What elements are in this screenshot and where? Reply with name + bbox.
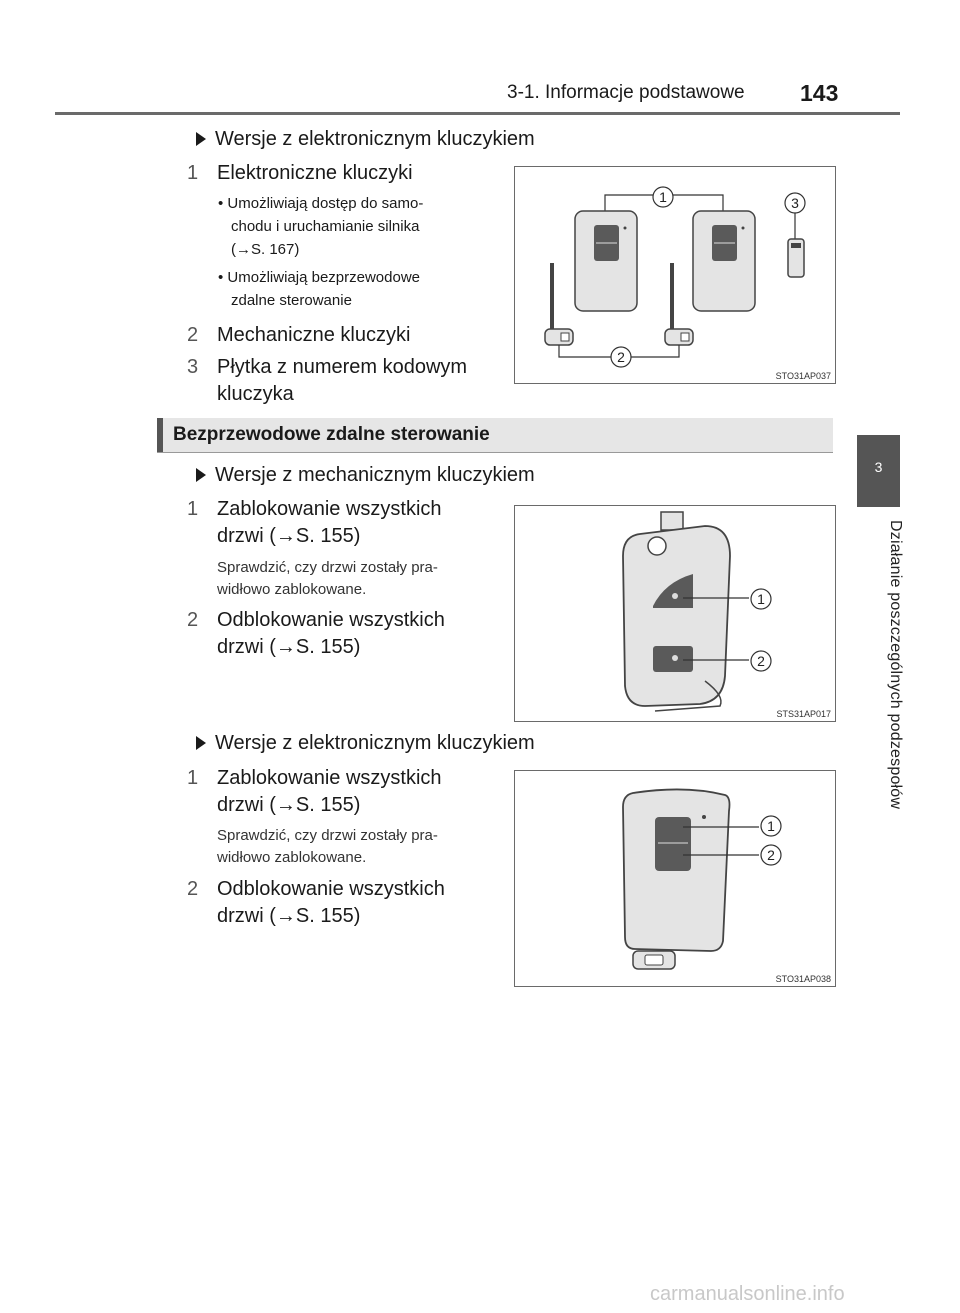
item-title: Zablokowanie wszystkich [217, 498, 442, 520]
note-line: Sprawdzić, czy drzwi zostały pra- [217, 827, 438, 844]
section-accent [157, 418, 163, 452]
bullet-line: • Umożliwiają dostęp do samo- [218, 195, 424, 212]
item-title: drzwi (→S. 155) [217, 794, 361, 816]
item-number: 3 [187, 356, 199, 378]
triangle-bullet-icon [196, 736, 206, 750]
section-title-bar [157, 418, 833, 452]
chapter-title-vertical: Działanie poszczególnych podzespołów [887, 520, 904, 810]
chapter-number: 3 [874, 459, 883, 475]
item-title: Płytka z numerem kodowym [217, 356, 468, 378]
watermark: carmanualsonline.info [650, 1283, 845, 1305]
bullet-line: chodu i uruchamianie silnika [231, 218, 420, 235]
smart-key-illustration [515, 771, 835, 986]
item-number: 2 [187, 324, 199, 346]
section-rule [157, 452, 833, 453]
item-number: 2 [187, 609, 199, 631]
bullet-line: zdalne sterowanie [231, 292, 352, 309]
note-line: widłowo zablokowane. [217, 581, 367, 598]
page-number: 143 [800, 80, 839, 106]
bullet-line: • Umożliwiają bezprzewodowe [218, 269, 421, 286]
keys-illustration [515, 167, 835, 383]
item-title: Odblokowanie wszystkich [217, 878, 445, 900]
item-title: Odblokowanie wszystkich [217, 609, 445, 631]
callout-3: 3 [791, 195, 799, 211]
note-line: Sprawdzić, czy drzwi zostały pra- [217, 559, 438, 576]
figure-code: STO31AP037 [775, 371, 831, 381]
triangle-bullet-icon [196, 468, 206, 482]
item-title: drzwi (→S. 155) [217, 905, 361, 927]
flip-key-illustration [515, 506, 835, 721]
item-number: 1 [187, 162, 199, 184]
figure-code: STO31AP038 [775, 974, 831, 984]
item-number: 1 [187, 498, 199, 520]
item-title: drzwi (→S. 155) [217, 525, 361, 547]
triangle-bullet-icon [196, 132, 206, 146]
item-number: 1 [187, 767, 199, 789]
note-line: widłowo zablokowane. [217, 849, 367, 866]
block2-heading: Wersje z mechanicznym kluczykiem [196, 464, 535, 487]
figure-flip-key [514, 505, 836, 722]
item-title: drzwi (→S. 155) [217, 636, 361, 658]
header-rule [55, 112, 900, 115]
item-title: Elektroniczne kluczyki [217, 162, 413, 184]
figure-code: STS31AP017 [776, 709, 831, 719]
figure-keys [514, 166, 836, 384]
bullet-line: (→S. 167) [231, 241, 300, 258]
item-title: Mechaniczne kluczyki [217, 324, 411, 346]
callout-2: 2 [757, 653, 765, 669]
item-number: 2 [187, 878, 199, 900]
callout-2: 2 [617, 349, 625, 365]
callout-2: 2 [767, 847, 775, 863]
section-title: Bezprzewodowe zdalne sterowanie [173, 424, 490, 445]
running-header-section: 3-1. Informacje podstawowe [507, 82, 745, 103]
item-title: Zablokowanie wszystkich [217, 767, 442, 789]
block3-heading: Wersje z elektronicznym kluczykiem [196, 732, 535, 755]
block1-heading: Wersje z elektronicznym kluczykiem [196, 128, 535, 151]
callout-1: 1 [659, 189, 667, 205]
figure-smart-key [514, 770, 836, 987]
callout-1: 1 [767, 818, 775, 834]
callout-1: 1 [757, 591, 765, 607]
item-title: kluczyka [217, 383, 294, 405]
